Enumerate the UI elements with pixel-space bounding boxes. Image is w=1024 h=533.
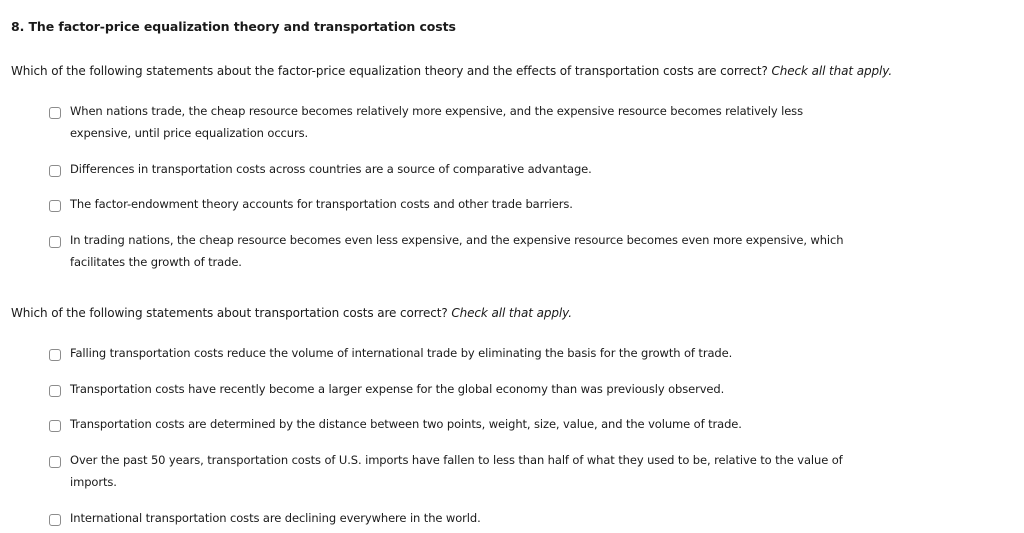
checkbox[interactable]	[49, 514, 61, 526]
q2-option-4[interactable]	[49, 453, 849, 493]
checkbox[interactable]	[49, 165, 61, 177]
question-2-text: Which of the following statements about transportation costs are correct?	[11, 306, 448, 320]
question-2-instruction: Check all that apply.	[451, 306, 572, 320]
q1-option-1[interactable]	[49, 104, 849, 144]
question-1-instruction: Check all that apply.	[771, 64, 893, 78]
option-label: Transportation costs have recently become a larger expense for the global economy than was previously observed.	[70, 382, 725, 396]
question-1-prompt	[11, 63, 892, 79]
checkbox[interactable]	[49, 420, 61, 432]
option-label: Transportation costs are determined by the distance between two points, weight, size, value, and the volume of trade.	[70, 417, 742, 431]
checkbox[interactable]	[49, 385, 61, 397]
q1-option-4[interactable]	[49, 233, 849, 273]
checkbox[interactable]	[49, 456, 61, 468]
option-label: The factor-endowment theory accounts for transportation costs and other trade barriers.	[70, 197, 573, 211]
checkbox[interactable]	[49, 200, 61, 212]
option-label: In trading nations, the cheap resource becomes even less expensive, and the expensive resource becomes even more expensive, which facilitates the growth of trade.	[70, 233, 844, 269]
option-label: Differences in transportation costs across countries are a source of comparative advantage.	[70, 162, 592, 176]
question-title: 8. The factor-price equalization theory and transportation costs	[11, 19, 456, 34]
q2-option-2[interactable]	[49, 382, 849, 400]
question-2-prompt	[11, 305, 572, 321]
option-label: Falling transportation costs reduce the volume of international trade by eliminating the basis for the growth of trade.	[70, 346, 733, 360]
q2-option-1[interactable]	[49, 346, 849, 364]
q1-option-3[interactable]	[49, 197, 849, 215]
checkbox[interactable]	[49, 107, 61, 119]
q2-option-5[interactable]	[49, 511, 849, 529]
option-label: When nations trade, the cheap resource becomes relatively more expensive, and the expensive resource becomes relatively less expensive, until price equalization occurs.	[70, 104, 803, 140]
q2-option-3[interactable]	[49, 417, 849, 435]
checkbox[interactable]	[49, 236, 61, 248]
option-label: International transportation costs are declining everywhere in the world.	[70, 511, 481, 525]
q1-option-2[interactable]	[49, 162, 849, 180]
option-label: Over the past 50 years, transportation costs of U.S. imports have fallen to less than half of what they used to be, relative to the value of imports.	[70, 453, 843, 489]
checkbox[interactable]	[49, 349, 61, 361]
question-1-text: Which of the following statements about the factor-price equalization theory and the effects of transportation costs are correct?	[11, 64, 768, 78]
